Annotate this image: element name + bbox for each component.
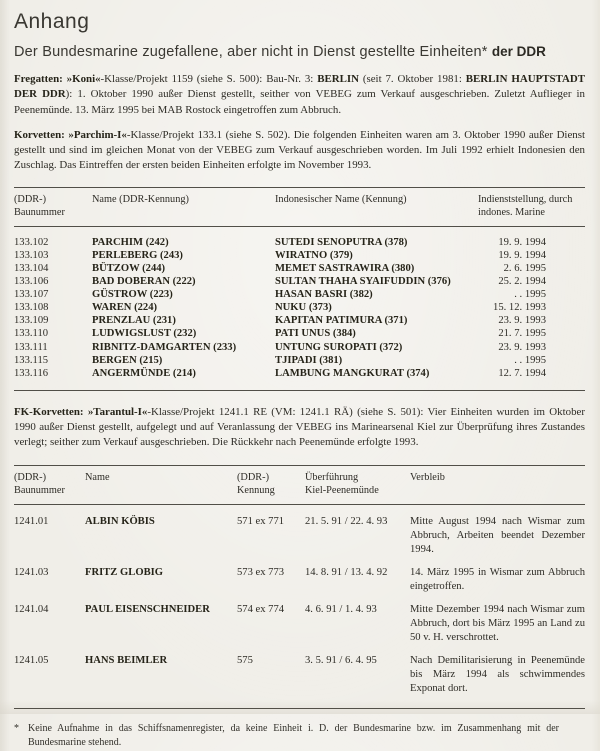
kennung-cell: 575 [237, 654, 253, 666]
verbleib-cell: 14. März 1995 in Wismar zum Abbruch eingetroffen. [410, 566, 585, 592]
ship-name-cell: PARCHIM (242) [92, 236, 169, 248]
baunummer-cell: 133.107 [14, 289, 49, 301]
baunummer-cell: 133.102 [14, 236, 49, 248]
ship-name-cell: BERGEN (215) [92, 354, 163, 366]
indonesian-name-cell: SUTEDI SENOPUTRA (378) [275, 236, 408, 248]
table-row [14, 262, 585, 275]
column-header-name: Name (DDR-Kennung) [92, 193, 189, 205]
kennung-cell: 573 ex 773 [237, 566, 285, 578]
transfer-dates-cell: 21. 5. 91 / 22. 4. 93 [305, 515, 388, 527]
text-segment: -Klasse/Projekt 133.1 (siehe S. 502). Die folgenden Einheiten waren am 3. Oktober 1990 außer Dienst gestellt und sind im gleichen Monat von der VEBEG zum Verkauf ausgeschrieben worden. Im Juli 1992 erhielt Indonesien den Zuschlag. Das Eintreffen der ersten beiden Einheiten erfolgte im November 1993. [14, 128, 586, 172]
commissioning-date-cell: 21. 7. 1995 [498, 328, 546, 340]
text-segment: ): 1. Oktober 1990 außer Dienst gestellt, seither von VEBEG zum Verkauf ausgeschrieben. Zuletzt Auflieger in Peenemünde. 13. März 1995 bei MAB Rostock eingetroffen zum Abbruch. [14, 88, 586, 116]
text-segment: -Klasse/Projekt 1159 (siehe S. 500): Bau-Nr. 3: [100, 73, 318, 85]
footnote [14, 722, 585, 751]
baunummer-cell: 1241.05 [14, 654, 49, 666]
baunummer-cell: 133.115 [14, 354, 49, 366]
ship-name-cell: ANGERMÜNDE (214) [92, 367, 196, 379]
baunummer-cell: 133.108 [14, 302, 49, 314]
baunummer-cell: 1241.04 [14, 603, 49, 615]
footnote-marker: * [14, 722, 19, 734]
baunummer-cell: 133.110 [14, 328, 49, 340]
table-body [14, 227, 585, 390]
table-row [14, 249, 585, 262]
ship-name-cell: BÜTZOW (244) [92, 262, 166, 274]
commissioning-date-cell: 23. 9. 1993 [498, 341, 546, 353]
column-header-name: Name [85, 471, 110, 483]
ship-name-cell: FRITZ GLOBIG [85, 566, 163, 578]
table-tarantul [14, 465, 585, 709]
baunummer-cell: 133.111 [14, 341, 48, 353]
table-row [14, 314, 585, 327]
ship-name-cell: PERLEBERG (243) [92, 249, 183, 261]
ship-name-cell: RIBNITZ-DAMGARTEN (233) [92, 341, 237, 353]
commissioning-date-cell: 2. 6. 1995 [503, 262, 546, 274]
table-row [14, 288, 585, 301]
indonesian-name-cell: WIRATNO (379) [275, 249, 353, 261]
table-row [14, 301, 585, 314]
table-row [14, 327, 585, 340]
commissioning-date-cell: 12. 7. 1994 [498, 367, 546, 379]
indonesian-name-cell: HASAN BASRI (382) [275, 289, 373, 301]
indonesian-name-cell: NUKU (373) [275, 302, 332, 314]
table-row [14, 566, 585, 594]
table-body [14, 505, 585, 708]
commissioning-date-cell: . . 1995 [514, 354, 546, 366]
transfer-dates-cell: 4. 6. 91 / 1. 4. 93 [305, 603, 377, 615]
column-header-verbleib: Verbleib [410, 471, 445, 483]
verbleib-cell: Mitte Dezember 1994 nach Wismar zum Abbruch, dort bis März 1995 an Land zu 50 v. H. verschrottet. [410, 603, 585, 643]
column-header-ueberfuehrung: Überführung Kiel-Peenemünde [305, 471, 379, 496]
commissioning-date-cell: 23. 9. 1993 [498, 315, 546, 327]
bold-text-segment: Fregatten: [14, 73, 67, 85]
ship-name-cell: PAUL EISENSCHNEIDER [85, 603, 210, 615]
indonesian-name-cell: KAPITAN PATIMURA (371) [275, 315, 408, 327]
ship-name-cell: BAD DOBERAN (222) [92, 276, 196, 288]
commissioning-date-cell: 15. 12. 1993 [493, 302, 546, 314]
footnote-text: Keine Aufnahme in das Schiffsnamenregister, da keine Einheit i. D. der Bundesmarine bzw. im Zusammenhang mit der Bundesmarine stehend. [28, 722, 559, 749]
ship-name-cell: LUDWIGSLUST (232) [92, 328, 197, 340]
table-row [14, 236, 585, 249]
page-title: Anhang [14, 10, 90, 33]
column-header-kennung: (DDR-) Kennung [237, 471, 275, 496]
verbleib-cell: Mitte August 1994 nach Wismar zum Abbruch, Arbeiten beendet Dezember 1994. [410, 515, 585, 555]
transfer-dates-cell: 14. 8. 91 / 13. 4. 92 [305, 566, 388, 578]
baunummer-cell: 133.103 [14, 249, 49, 261]
commissioning-date-cell: 19. 9. 1994 [498, 249, 546, 261]
bold-text-segment: FK-Korvetten: [14, 405, 88, 418]
table-parchim [14, 187, 585, 391]
baunummer-cell: 133.109 [14, 315, 49, 327]
kennung-cell: 574 ex 774 [237, 603, 285, 615]
page-subtitle [14, 43, 585, 61]
paragraph-korvetten [14, 128, 585, 174]
indonesian-name-cell: LAMBUNG MANGKURAT (374) [275, 367, 430, 379]
table-row [14, 275, 585, 288]
transfer-dates-cell: 3. 5. 91 / 6. 4. 95 [305, 654, 377, 666]
subtitle-text: Der Bundesmarine zugefallene, aber nicht in Dienst gestellte Einheiten* [14, 44, 488, 60]
table-bottom-rule [14, 390, 585, 391]
baunummer-cell: 133.106 [14, 276, 49, 288]
ship-name-cell: WAREN (224) [92, 302, 158, 314]
bold-text-segment: »Tarantul-I« [87, 405, 148, 418]
indonesian-name-cell: UNTUNG SUROPATI (372) [275, 341, 403, 353]
commissioning-date-cell: . . 1995 [514, 289, 546, 301]
column-header-baunummer: (DDR-) Baunummer [14, 471, 65, 496]
text-segment: (seit 7. Oktober 1981: [358, 73, 466, 85]
paragraph-fregatten [14, 72, 585, 118]
kennung-cell: 571 ex 771 [237, 515, 285, 527]
table-row [14, 654, 585, 696]
table-row [14, 341, 585, 354]
table-row [14, 367, 585, 380]
table-row [14, 515, 585, 557]
verbleib-cell: Nach Demilitarisierung in Peenemünde bis März 1994 als schwimmendes Exponat dort. [410, 654, 585, 694]
indonesian-name-cell: MEMET SASTRAWIRA (380) [275, 262, 415, 274]
text-segment: -Klasse/Projekt 1241.1 RE (VM: 1241.1 RÄ) (siehe S. 501): Vier Einheiten wurden im Oktober 1990 außer Dienst gestellt, aufgelegt und auf Veranlassung der VEBEG ins Marinearsenal Kiel zur Überprüfung ihres Zustandes verlegt; seither zum Verkauf ausgeschrieben. Die Rückkehr nach Peenemünde erfolgte 1993. [14, 405, 585, 449]
baunummer-cell: 133.116 [14, 367, 49, 379]
bold-text-segment: »Koni« [66, 73, 101, 85]
table-header-row [14, 188, 585, 226]
paragraph-fk-korvetten [14, 405, 585, 451]
baunummer-cell: 1241.03 [14, 566, 49, 578]
bold-text-segment: BERLIN [317, 73, 359, 85]
ship-name-cell: HANS BEIMLER [85, 654, 168, 666]
baunummer-cell: 1241.01 [14, 515, 49, 527]
table-header-row [14, 466, 585, 504]
indonesian-name-cell: TJIPADI (381) [275, 354, 343, 366]
ship-name-cell: PRENZLAU (231) [92, 315, 176, 327]
column-header-baunummer: (DDR-) Baunummer [14, 193, 65, 218]
bold-text-segment: »Parchim-I« [68, 128, 127, 141]
commissioning-date-cell: 25. 2. 1994 [498, 276, 546, 288]
table-row [14, 354, 585, 367]
bold-text-segment: BERLIN HAUPTSTADT DER DDR [14, 73, 586, 101]
ship-name-cell: ALBIN KÖBIS [85, 515, 155, 527]
bold-text-segment: Korvetten: [14, 128, 69, 141]
subtitle-suffix: der DDR [491, 44, 546, 59]
commissioning-date-cell: 19. 9. 1994 [498, 236, 546, 248]
indonesian-name-cell: PATI UNUS (384) [275, 328, 356, 340]
column-header-indonesischer-name: Indonesischer Name (Kennung) [275, 193, 407, 205]
baunummer-cell: 133.104 [14, 262, 49, 274]
indonesian-name-cell: SULTAN THAHA SYAIFUDDIN (376) [275, 276, 451, 288]
column-header-indienststellung: Indienststellung, durch indones. Marine [478, 193, 573, 218]
table-row [14, 603, 585, 645]
ship-name-cell: GÜSTROW (223) [92, 289, 173, 301]
table-bottom-rule [14, 708, 585, 709]
